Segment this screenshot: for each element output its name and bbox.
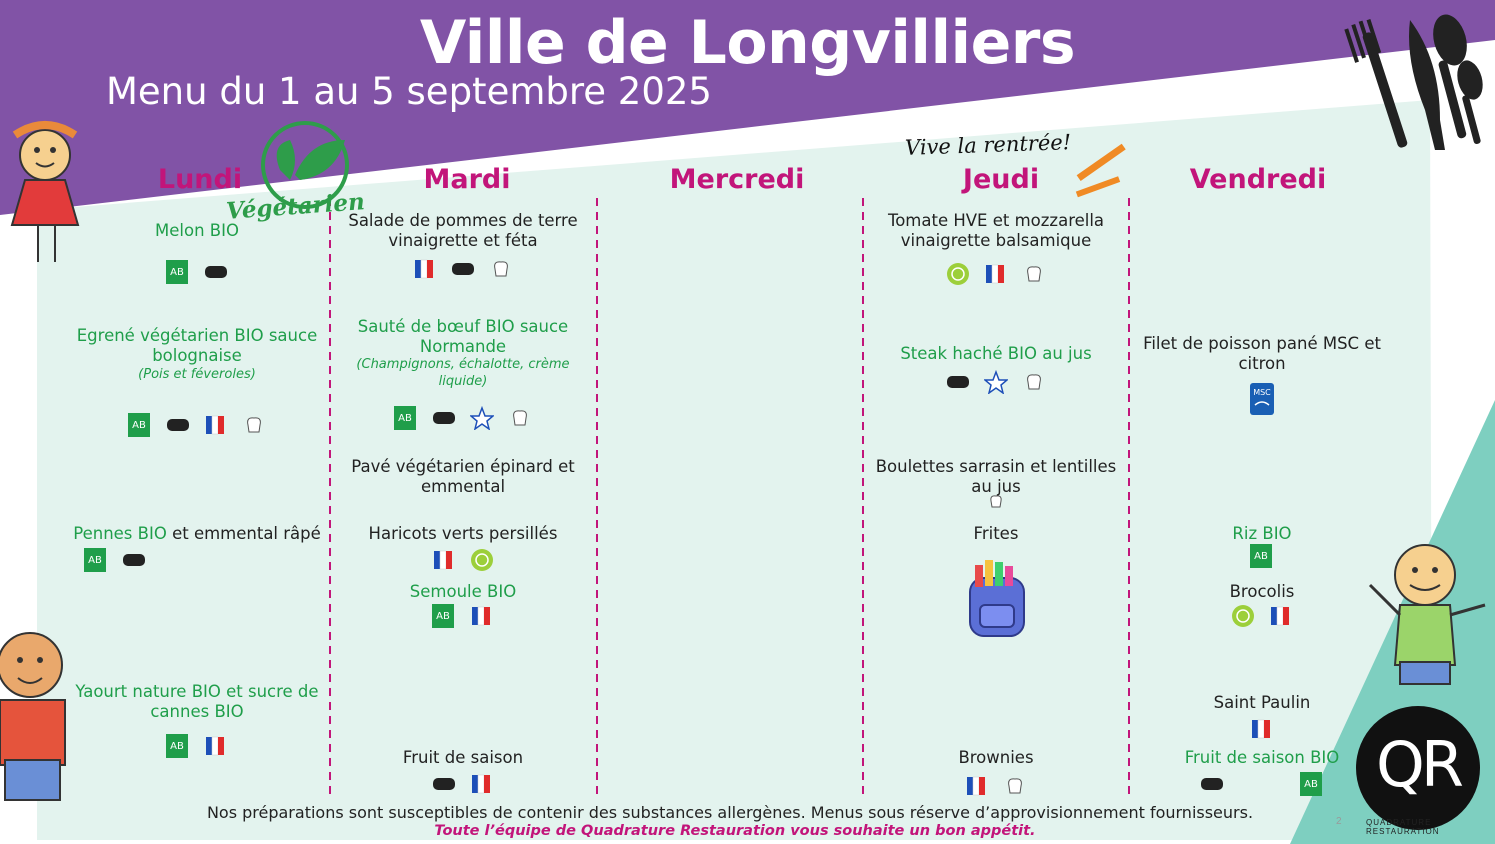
france-origin-icon [413,257,437,281]
lundi-dessert: Yaourt nature BIO et sucre de cannes BIO [75,682,319,721]
hve-icon [946,262,970,286]
day-header-vendredi: Vendredi [1189,164,1327,195]
france-origin-icon [1250,717,1274,741]
jeudi-main: Steak haché BIO au jus [900,344,1092,363]
svg-text:AB: AB [170,741,184,752]
vendredi-cheese: Saint Paulin [1213,693,1311,712]
mardi-dessert-labels [338,772,588,796]
vegetarian-badge-label: Végétarien [225,188,366,225]
fait-maison-icon [946,370,970,394]
page-number: 2 [1336,816,1342,827]
ab-bio-icon [166,734,190,758]
logo-name: QUADRATURE RESTAURATION [1366,818,1440,836]
vendredi-side2: Brocolis [1229,582,1295,601]
fait-maison-icon [122,548,146,572]
jeudi-dessert-labels [871,774,1121,798]
day-header-mercredi: Mercredi [669,164,805,195]
france-origin-icon [204,413,228,437]
france-origin-icon [984,262,1008,286]
menu-date-range: Menu du 1 au 5 septembre 2025 [106,70,712,113]
svg-text:AB: AB [398,413,412,424]
chef-hat-icon [987,492,1005,510]
fait-maison-icon [204,260,228,284]
fait-maison-icon [1200,772,1224,796]
france-origin-icon [1269,604,1293,628]
vendredi-side1: Riz BIO [1232,524,1292,543]
france-origin-icon [470,772,494,796]
svg-text:AB: AB [170,267,184,278]
jeudi-dessert: Brownies [958,748,1034,767]
ab-bio-icon [84,548,108,572]
hve-icon [1231,604,1255,628]
svg-text:AB: AB [88,555,102,566]
fait-maison-icon [166,413,190,437]
mardi-main-labels [338,406,588,430]
vendredi-dessert: Fruit de saison BIO [1184,748,1340,767]
lundi-starter-labels [72,260,322,284]
france-origin-icon [470,604,494,628]
jeudi-main-labels [871,370,1121,394]
vendredi-side2-labels [1137,604,1387,628]
mardi-starter-labels [338,257,588,281]
fait-maison-icon [432,772,456,796]
france-origin-icon [432,548,456,572]
vendredi-main-labels [1137,383,1387,415]
lundi-starter: Melon BIO [155,221,239,240]
ab-bio-icon [166,260,190,284]
lundi-main-labels [72,413,322,437]
lundi-side-bio: Pennes BIO [73,524,167,543]
jeudi-main-alt-labels [871,492,1121,510]
mardi-starter: Salade de pommes de terre vinaigrette et féta [348,211,578,250]
france-origin-icon [204,734,228,758]
vendredi-main: Filet de poisson pané MSC et citron [1143,334,1381,373]
vendredi-cheese-labels [1137,717,1387,741]
svg-text:MSC: MSC [1253,388,1271,397]
chef-hat-icon [489,257,513,281]
fait-maison-icon [432,406,456,430]
mardi-main-note: (Champignons, échalotte, crème liquide) [356,357,570,389]
lundi-side-labels [40,548,190,572]
viande-francaise-icon [470,406,494,430]
mardi-side2: Semoule BIO [409,582,517,601]
lundi-main: Egrené végétarien BIO sauce bolognaise [76,326,318,365]
mardi-side2-labels [338,604,588,628]
ab-bio-icon [1300,772,1324,796]
day-header-mardi: Mardi [423,164,511,195]
vendredi-side1-labels [1137,544,1387,568]
mardi-main: Sauté de bœuf BIO sauce Normande [357,317,569,356]
msc-label-icon [1250,383,1274,415]
svg-text:AB: AB [132,420,146,431]
closing-message: Toute l’équipe de Quadrature Restauration vous souhaite un bon appétit. [434,823,1036,839]
chef-hat-icon [1022,262,1046,286]
jeudi-starter: Tomate HVE et mozzarella vinaigrette balsamique [887,211,1105,250]
france-origin-icon [965,774,989,798]
day-header-lundi: Lundi [157,164,243,195]
mardi-side1: Haricots verts persillés [368,524,558,543]
ab-bio-icon [432,604,456,628]
chef-hat-icon [242,413,266,437]
lundi-side [72,524,322,544]
day-header-jeudi: Jeudi [962,164,1040,195]
jeudi-main-alt: Boulettes sarrasin et lentilles au jus [875,457,1117,496]
lundi-dessert-labels [72,734,322,758]
child-illustration-left-bottom [0,633,65,800]
fait-maison-icon [451,257,475,281]
viande-francaise-icon [984,370,1008,394]
chef-hat-icon [508,406,532,430]
ab-bio-icon [1250,544,1274,568]
chef-hat-icon [1003,774,1027,798]
svg-text:AB: AB [436,611,450,622]
lundi-main-note: (Pois et féveroles) [138,367,256,382]
page-title: Ville de Longvilliers [419,8,1076,78]
lundi-side-rest: et emmental râpé [166,524,321,543]
svg-text:AB: AB [1254,551,1268,562]
svg-text:AB: AB [1304,779,1318,790]
jeudi-side: Frites [973,524,1019,543]
mardi-main-alt: Pavé végétarien épinard et emmental [351,457,575,496]
mardi-dessert: Fruit de saison [402,748,524,767]
ab-bio-icon [394,406,418,430]
chef-hat-icon [1022,370,1046,394]
mardi-side1-labels [338,548,588,572]
logo-letters: QR [1376,728,1460,801]
vendredi-dessert-labels [1137,772,1387,796]
tagline: Vive la rentrée! [904,130,1072,160]
jeudi-starter-labels [871,262,1121,286]
allergen-disclaimer: Nos préparations sont susceptibles de contenir des substances allergènes. Menus sous réserve d’approvisionnement fournisseurs. [206,803,1254,822]
ab-bio-icon [128,413,152,437]
hve-icon [470,548,494,572]
